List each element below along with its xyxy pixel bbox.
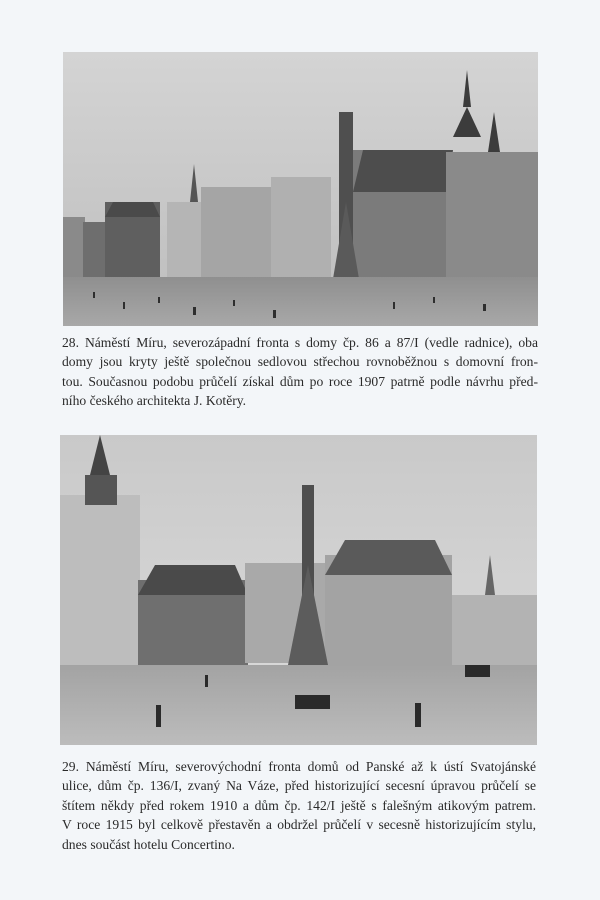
caption-line: 29. Náměstí Míru, severovýchodní fronta domů od Panské až k ústí Svatojánské — [62, 759, 536, 774]
caption-line: 28. Náměstí Míru, severozápadní fronta s domy čp. 86 a 87/I (vedle radnice), oba — [62, 335, 538, 350]
figure-28-caption — [62, 333, 538, 411]
caption-line: tou. Současnou podobu průčelí získal dům po roce 1907 patrně podle návrhu před- — [62, 373, 538, 389]
caption-line: ulice, dům čp. 136/I, zvaný Na Váze, před historizující secesní úpravou průčelí se — [62, 778, 536, 794]
caption-line: ního českého architekta J. Kotěry. — [62, 393, 247, 409]
historic-photo-square-northwest — [63, 52, 538, 326]
caption-line: štítem někdy před rokem 1910 a dům čp. 142/I ještě s falešným atikovým patrem. — [62, 797, 536, 813]
historic-photo-square-northeast — [60, 435, 537, 745]
caption-line: V roce 1915 byl celkově přestavěn a obdržel průčelí v secesně historizujícím stylu, — [62, 817, 536, 833]
figure-29-caption — [62, 757, 536, 854]
caption-line: dnes součást hotelu Concertino. — [62, 836, 235, 852]
caption-line: domy jsou kryty ještě společnou sedlovou střechou rovnoběžnou s domovní fron- — [62, 354, 538, 370]
